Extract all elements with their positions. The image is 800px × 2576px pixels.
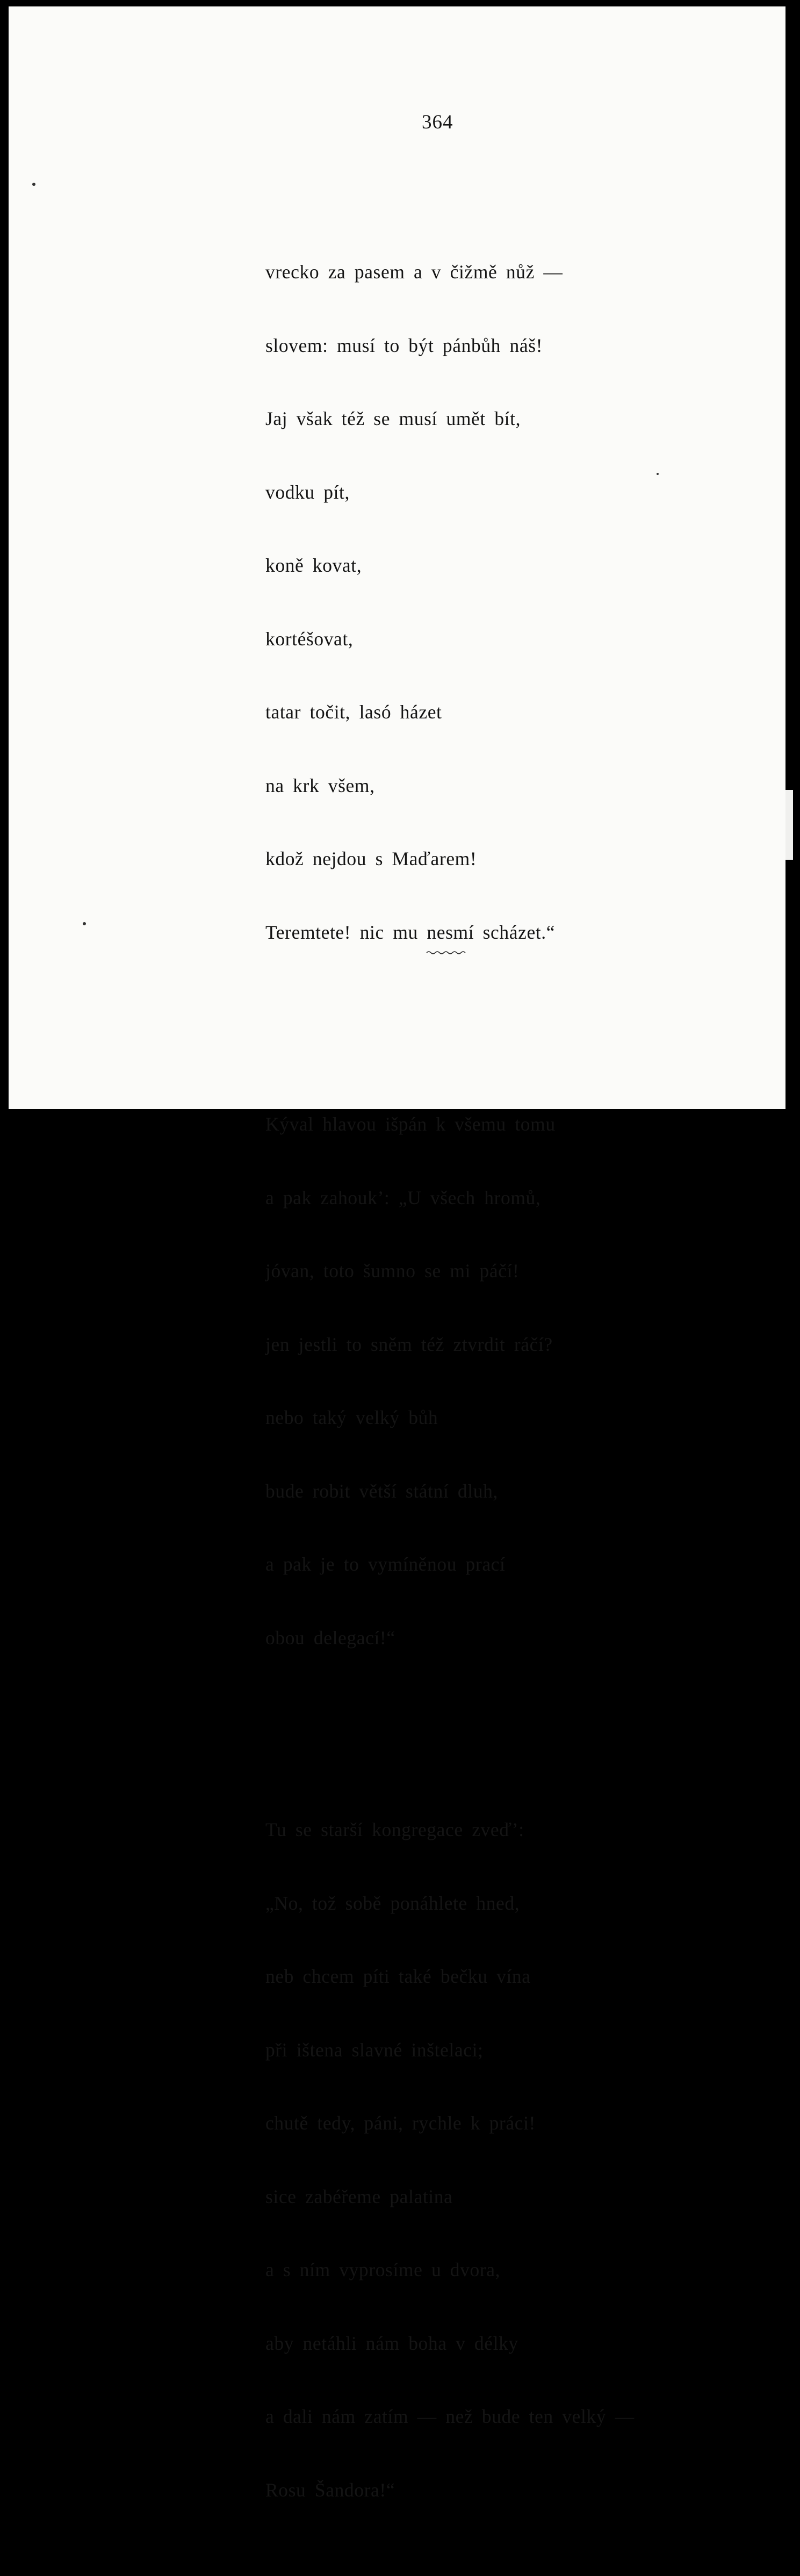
poem-line: Jaj však též se musí umět bít, xyxy=(265,408,521,429)
poem-line: na krk všem, xyxy=(265,774,375,796)
poem-text xyxy=(265,162,635,2576)
scan-speck xyxy=(32,183,35,186)
poem-line: slovem: musí to být pánbůh náš! xyxy=(265,334,543,356)
page-number: 364 xyxy=(422,111,453,133)
poem-line: koně kovat, xyxy=(265,555,362,576)
poem-line: a s ním vyprosíme u dvora, xyxy=(265,2259,501,2280)
poem-line: sice zabéřeme palatina xyxy=(265,2185,453,2207)
poem-line: Tu se starší kongregace zveď’: xyxy=(265,1819,524,1840)
poem-line: a dali nám zatím — než bude ten velký — xyxy=(265,2406,635,2427)
poem-line: a pak je to vymíněnou prací xyxy=(265,1553,506,1575)
stanza-2 xyxy=(265,1063,635,1699)
poem-line: Rosu Šandora!“ xyxy=(265,2479,395,2501)
poem-line: aby netáhli nám boha v délky xyxy=(265,2332,518,2354)
poem-line: tatar točit, lasó házet xyxy=(265,701,442,723)
poem-line: bude robit větší státní dluh, xyxy=(265,1480,498,1502)
poem-line: chutě tedy, páni, rychle k práci! xyxy=(265,2112,536,2134)
poem-line: jóvan, toto šumno se mi páčí! xyxy=(265,1260,520,1282)
poem-line: vodku pít, xyxy=(265,481,350,503)
stanza-3 xyxy=(265,1769,635,2551)
poem-line: při ištena slavné inštelaci; xyxy=(265,2039,484,2061)
poem-line: nebo taký velký bůh xyxy=(265,1407,438,1428)
poem-line: a pak zahouk’: „U všech hromů, xyxy=(265,1186,541,1208)
page-edge-mark xyxy=(785,790,793,860)
scan-speck xyxy=(657,473,659,475)
poem-line: neb chcem píti také bečku vína xyxy=(265,1966,531,1987)
poem-line: Kýval hlavou išpán k všemu tomu xyxy=(265,1113,556,1135)
stanza-1 xyxy=(265,211,635,994)
poem-line: kdož nejdou s Maďarem! xyxy=(265,848,477,869)
poem-line: „No, tož sobě ponáhlete hned, xyxy=(265,1892,520,1914)
poem-line: obou delegací!“ xyxy=(265,1627,395,1649)
poem-line: vrecko za pasem a v čižmě nůž — xyxy=(265,261,563,283)
poem-line: kortéšovat, xyxy=(265,628,354,650)
poem-line: jen jestli to sněm též ztvrdit ráčí? xyxy=(265,1333,553,1355)
scan-speck xyxy=(83,922,86,925)
poem-line: Teremtete! nic mu nesmí scházet.“ xyxy=(265,921,556,943)
end-ornament xyxy=(426,949,469,955)
